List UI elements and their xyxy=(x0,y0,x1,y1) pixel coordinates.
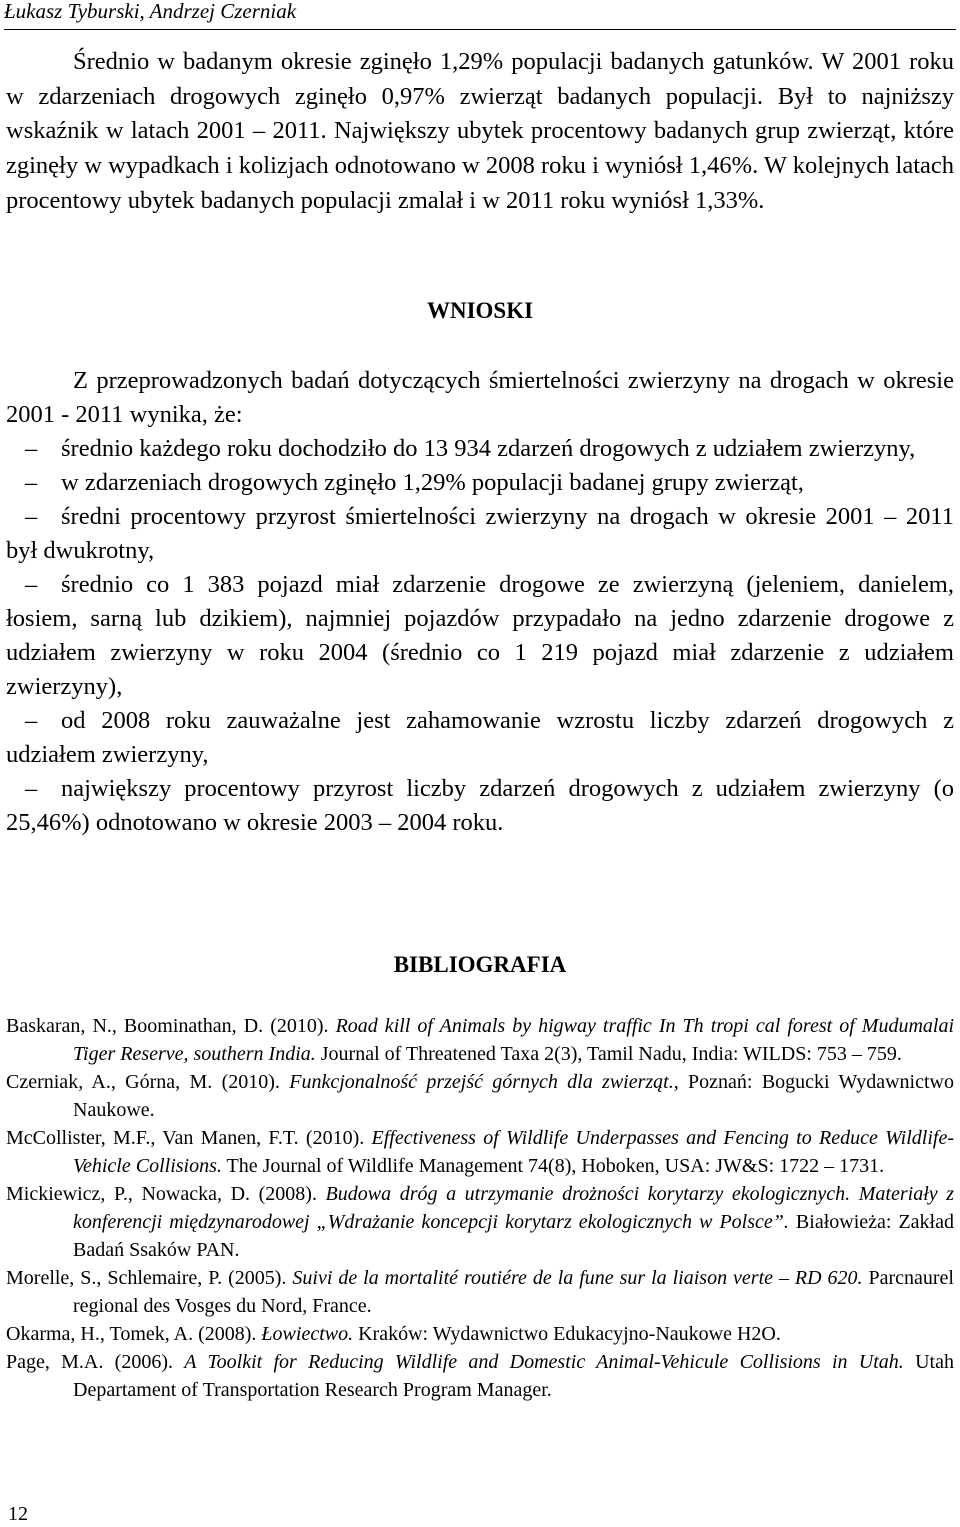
bullet-dash: – xyxy=(25,503,38,530)
reference-authors: Czerniak, A., Górna, M. (2010). xyxy=(6,1071,290,1093)
running-header xyxy=(4,0,956,30)
intro-section xyxy=(6,45,954,219)
reference-details: Journal of Threatened Taxa 2(3), Tamil Nadu, India: WILDS: 753 – 759. xyxy=(315,1043,902,1065)
conclusion-item xyxy=(6,568,954,704)
reference-title: Funkcjonalność przejść górnych dla zwierząt. xyxy=(289,1071,674,1093)
conclusion-item xyxy=(6,500,954,568)
reference-details: The Journal of Wildlife Management 74(8), Hoboken, USA: JW&S: 1722 – 1731. xyxy=(221,1155,885,1177)
reference-authors: Baskaran, N., Boominathan, D. (2010). xyxy=(6,1015,336,1037)
conclusion-item xyxy=(6,772,954,840)
reference-entry xyxy=(6,1320,954,1348)
reference-details: Parcnaurel regional des Vosges du Nord, France. xyxy=(73,1267,954,1317)
reference-entry xyxy=(6,1124,954,1180)
reference-title: Road kill of Animals by higway traffic In Th tropi cal forest of Mudumalai Tiger Reserve, southern India. xyxy=(73,1015,955,1065)
reference-authors: Mickiewicz, P., Nowacka, D. (2008). xyxy=(6,1183,326,1205)
reference-details: Utah Departament of Transportation Research Program Manager. xyxy=(73,1351,954,1401)
reference-entry xyxy=(6,1012,954,1068)
reference-entry xyxy=(6,1264,954,1320)
reference-details: Kraków: Wydawnictwo Edukacyjno-Naukowe H2O. xyxy=(353,1323,781,1345)
reference-details: Białowieża: Zakład Badań Ssaków PAN. xyxy=(73,1211,954,1261)
header-authors: Łukasz Tyburski, Andrzej Czerniak xyxy=(4,0,297,23)
bibliography-list xyxy=(6,1012,954,1404)
conclusions-section xyxy=(6,364,954,840)
conclusions-heading: WNIOSKI xyxy=(426,298,534,323)
reference-title: Budowa dróg a utrzymanie drożności korytarzy ekologicznych. Materiały z konferencji międzynarodowej „Wdrażanie koncepcji korytarz ekologicznych w Polsce”. xyxy=(73,1183,954,1233)
reference-title: Effectiveness of Wildlife Underpasses and Fencing to Reduce Wildlife-Vehicle Collisions. xyxy=(73,1127,954,1177)
reference-title: Łowiectwo. xyxy=(261,1323,354,1345)
conclusion-item xyxy=(6,704,954,772)
bullet-dash: – xyxy=(25,469,38,496)
conclusions-lead: Z przeprowadzonych badań dotyczących śmiertelności zwierzyny na drogach w okresie 2001 - 2011 wynika, że: xyxy=(6,367,954,428)
reference-entry xyxy=(6,1348,954,1404)
conclusion-text: od 2008 roku zauważalne jest zahamowanie wzrostu liczby zdarzeń drogowych z udziałem zwierzyny, xyxy=(6,707,954,768)
bibliography-heading: BIBLIOGRAFIA xyxy=(393,952,567,977)
bullet-dash: – xyxy=(25,775,38,802)
intro-paragraph: Średnio w badanym okresie zginęło 1,29% populacji badanych gatunków. W 2001 roku w zdarzeniach drogowych zginęło 0,97% zwierząt badanych populacji. Był to najniższy wskaźnik w latach 2001 – 2011. Największy ubytek procentowy badanych grup zwierząt, które zginęły w wypadkach i kolizjach odnotowano w 2008 roku i wyniósł 1,46%. W kolejnych latach procentowy ubytek badanych populacji zmalał i w 2011 roku wyniósł 1,33%. xyxy=(6,48,954,214)
reference-title: A Toolkit for Reducing Wildlife and Domestic Animal-Vehicule Collisions in Utah. xyxy=(184,1351,904,1373)
bullet-dash: – xyxy=(25,571,38,598)
page-number: 12 xyxy=(8,1503,28,1525)
reference-title: Suivi de la mortalité routiére de la fune sur la liaison verte – RD 620. xyxy=(292,1267,863,1289)
reference-authors: Morelle, S., Schlemaire, P. (2005). xyxy=(6,1267,293,1289)
conclusion-item xyxy=(6,432,954,466)
reference-entry xyxy=(6,1068,954,1124)
conclusion-text: średnio każdego roku dochodziło do 13 934 zdarzeń drogowych z udziałem zwierzyny, xyxy=(61,435,916,462)
reference-details: , Poznań: Bogucki Wydawnictwo Naukowe. xyxy=(73,1071,954,1121)
reference-authors: McCollister, M.F., Van Manen, F.T. (2010). xyxy=(6,1127,372,1149)
reference-authors: Okarma, H., Tomek, A. (2008). xyxy=(6,1323,262,1345)
conclusion-text: średni procentowy przyrost śmiertelności zwierzyny na drogach w okresie 2001 – 2011 był dwukrotny, xyxy=(6,503,954,564)
conclusion-text: średnio co 1 383 pojazd miał zdarzenie drogowe ze zwierzyną (jeleniem, danielem, łosiem, sarną lub dzikiem), najmniej pojazdów przypadało na jedno zdarzenie drogowe z udziałem zwierzyny w roku 2004 (średnio co 1 219 pojazd miał zdarzenie z udziałem zwierzyny), xyxy=(6,571,954,700)
conclusion-text: w zdarzeniach drogowych zginęło 1,29% populacji badanej grupy zwierząt, xyxy=(61,469,804,496)
bullet-dash: – xyxy=(25,435,38,462)
conclusion-item xyxy=(6,466,954,500)
conclusion-text: największy procentowy przyrost liczby zdarzeń drogowych z udziałem zwierzyny (o 25,46%) odnotowano w okresie 2003 – 2004 roku. xyxy=(6,775,954,836)
reference-entry xyxy=(6,1180,954,1264)
reference-authors: Page, M.A. (2006). xyxy=(6,1351,185,1373)
bullet-dash: – xyxy=(25,707,38,734)
